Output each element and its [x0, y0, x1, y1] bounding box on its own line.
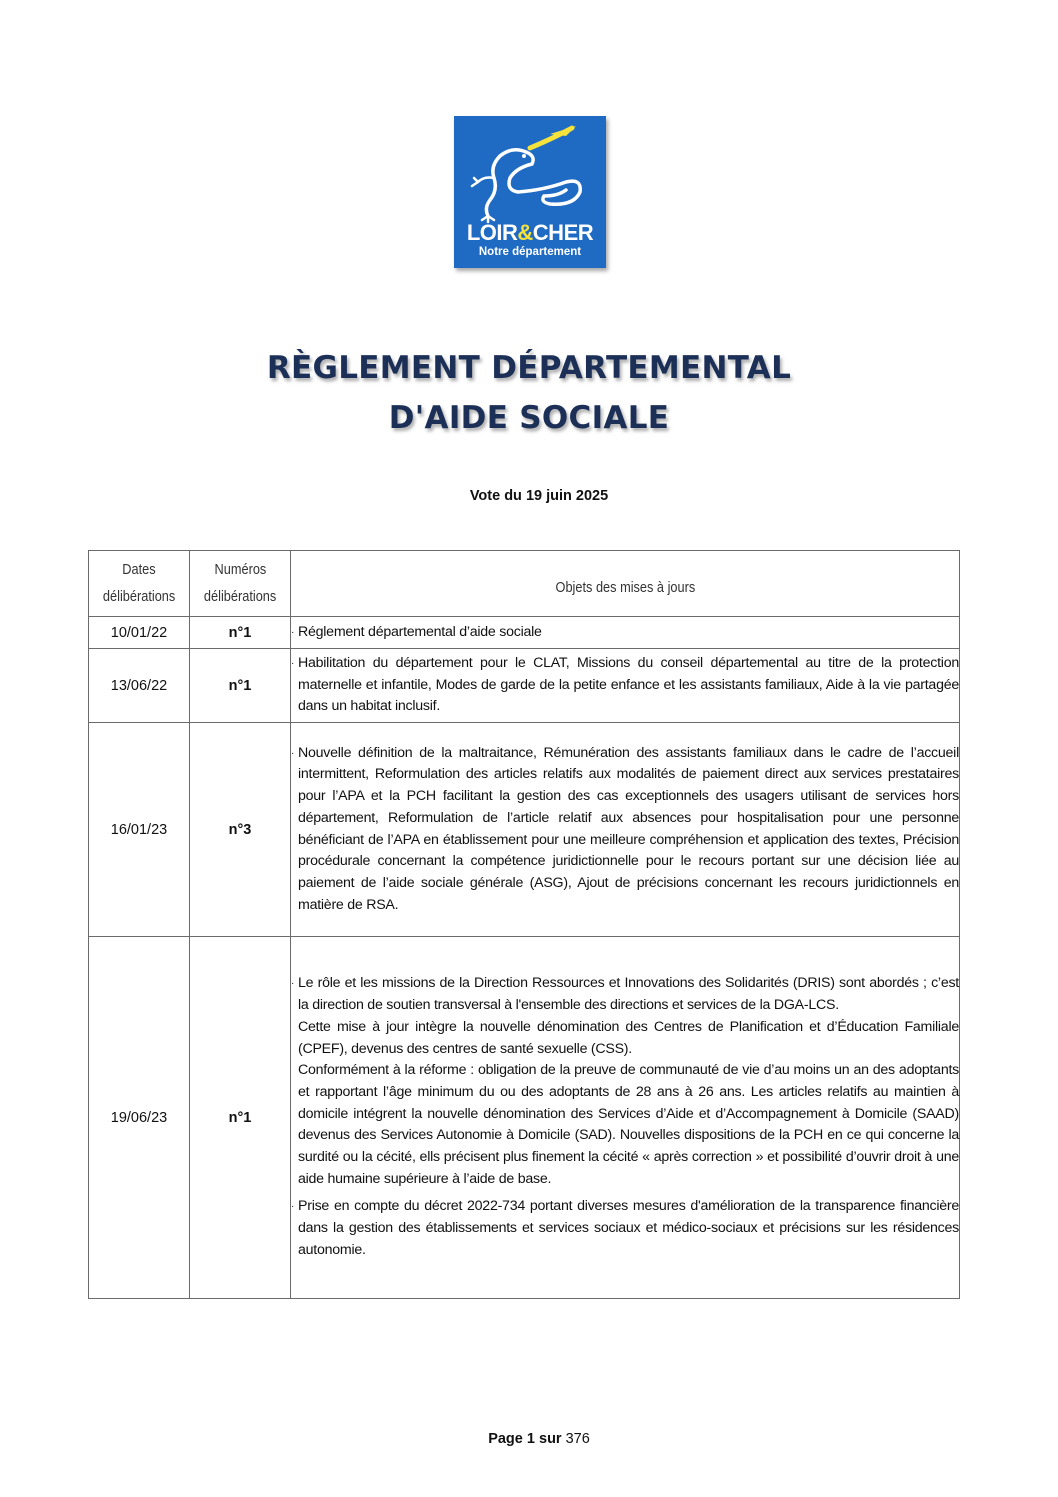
- logo-ampersand: &: [517, 220, 533, 245]
- table-header-row: [89, 551, 960, 617]
- bullet-icon: ·: [291, 1201, 295, 1213]
- bullet-icon: ·: [291, 747, 295, 759]
- loir-et-cher-logo: [454, 116, 606, 268]
- table-row: [89, 617, 960, 649]
- header-numbers: [190, 551, 291, 617]
- row-date: 19/06/23: [89, 937, 190, 1299]
- bullet-icon: ·: [291, 978, 295, 990]
- header-dates-line-1: Dates: [122, 561, 156, 578]
- row-number: n°1: [190, 649, 291, 723]
- document-title-line-2: D'AIDE SOCIALE: [388, 400, 670, 436]
- entry-text: Nouvelle définition de la maltraitance, Rémunération des assistants familiaux dans le cadre de l’accueil intermittent, Reformulation des articles relatifs aux modalités de paiement direct aux services prestataires pour l’APA et la PCH facilitant la gestion des cas exceptionnels des usagers utilisant de services hors département, Reformulation de l’article relatif aux absences pour hospitalisation pour une personne bénéficiant de l’APA en établissement pour une meilleure compréhension et application des textes, Précision procédurale concernant la compétence juridictionnelle pour le recours portant sur une décision liée au paiement de l’aide sociale générale (ASG), Ajout de précisions concernant les recours juridictionnels en matière de RSA.: [298, 744, 959, 913]
- bullet-icon: ·: [291, 626, 295, 638]
- row-date: 10/01/22: [89, 617, 190, 649]
- list-item: [291, 653, 959, 718]
- header-numbers-line-2: délibérations: [203, 588, 277, 605]
- row-date: 13/06/22: [89, 649, 190, 723]
- table-row: [89, 723, 960, 937]
- header-dates: [89, 551, 190, 617]
- entry-text: Réglement départemental d’aide sociale: [298, 623, 542, 640]
- entry-text: Habilitation du département pour le CLAT, Missions du conseil départemental au titre de la protection maternelle et infantile, Modes de garde de la petite enfance et les assistants familiaux, Aide à la vie partagée dans un habitat inclusif.: [298, 654, 959, 715]
- row-number: n°1: [190, 617, 291, 649]
- header-objects: [291, 551, 960, 617]
- total-pages: 376: [565, 1431, 590, 1447]
- table-row: [89, 649, 960, 723]
- row-date: 16/01/23: [89, 723, 190, 937]
- list-item: [291, 622, 959, 644]
- list-item: [291, 1196, 959, 1261]
- row-number: n°3: [190, 723, 291, 937]
- row-objects: [291, 937, 960, 1299]
- row-objects: [291, 617, 960, 649]
- header-dates-line-2: délibérations: [102, 588, 176, 605]
- document-title-line-1: RÈGLEMENT DÉPARTEMENTAL: [266, 350, 792, 386]
- entry-text: Prise en compte du décret 2022-734 portant diverses mesures d'amélioration de la transparence financière dans la gestion des établissements et services sociaux et médico-sociaux et précisions sur les résidences autonomie.: [298, 1198, 959, 1258]
- header-objects-label: Objets des mises à jours: [555, 580, 695, 596]
- current-page: 1: [526, 1431, 535, 1447]
- page-label: Page: [488, 1431, 523, 1447]
- updates-table: [88, 550, 960, 1299]
- row-objects: [291, 723, 960, 937]
- entry-text-continued: Cette mise à jour intègre la nouvelle dénomination des Centres de Planification et d’Éducation Familiale (CPEF), devenus des centres de santé sexuelle (CSS).: [298, 1018, 959, 1057]
- list-item: [291, 743, 959, 917]
- logo-name: [454, 220, 606, 246]
- row-number: n°1: [190, 937, 291, 1299]
- row-objects: [291, 649, 960, 723]
- vote-date: Vote du 19 juin 2025: [469, 488, 609, 504]
- entry-text: Le rôle et les missions de la Direction Ressources et Innovations des Solidarités (DRIS) sont abordés ; c’est la direction de soutien transversal à l'ensemble des directions et services de la DGA-LCS.: [298, 975, 959, 1014]
- page-separator: sur: [539, 1431, 562, 1447]
- page-number: [0, 1431, 1058, 1447]
- header-numbers-line-1: Numéros: [214, 561, 266, 578]
- list-item: [291, 973, 959, 1190]
- entry-text-continued: Conformément à la réforme : obligation de la preuve de communauté de vie d’au moins un an des adoptants et rapportant l’âge minimum du ou des adoptants de 28 ans à 26 ans. Les articles relatifs au maintien à domicile intégrent la nouvelle dénomination des Services d’Aide et d’Accompagnement à Domicile (SAAD) devenus des Services Autonomie à Domicile (SAD). Nouvelles dispositions de la PCH en ce qui concerne la surdité ou la cécité, ells précisent plus finement la cécité « après correction » et possibilité d’ouvrir droit à une aide humaine supérieure à l’aide de base.: [298, 1062, 959, 1187]
- bullet-icon: ·: [291, 657, 295, 669]
- table-row: [89, 937, 960, 1299]
- logo-tagline: Notre département: [478, 246, 582, 258]
- logo-name-loir: LOIR: [466, 220, 518, 245]
- logo-name-cher: CHER: [532, 220, 594, 245]
